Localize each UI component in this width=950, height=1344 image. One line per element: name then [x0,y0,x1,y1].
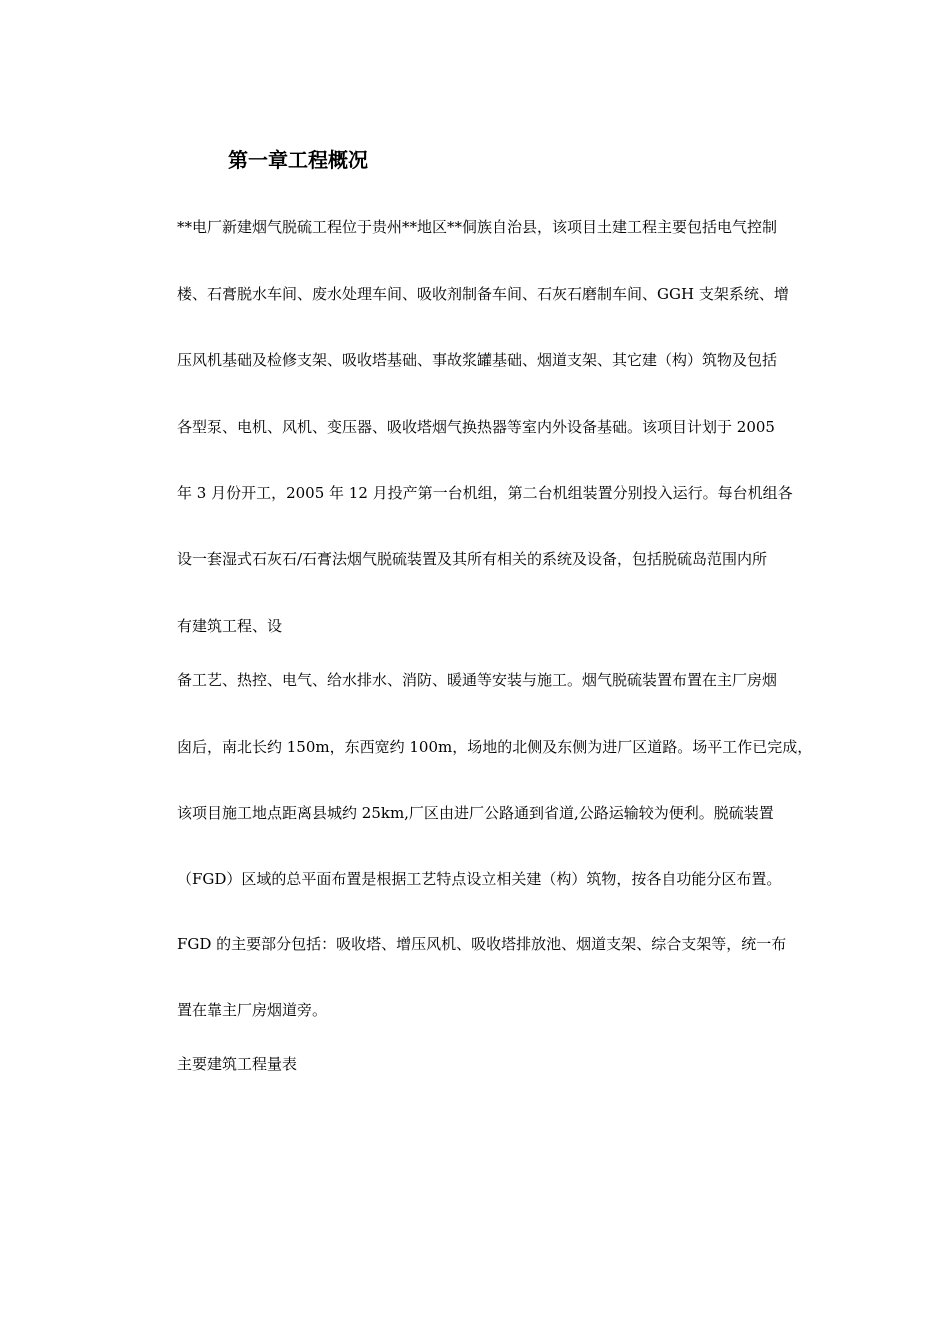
paragraph-line-13: 置在靠主厂房烟道旁。 [177,1001,328,1019]
paragraph-line-10: 该项目施工地点距离县城约 25km,厂区由进厂公路通到省道,公路运输较为便利。脱硫装置 [177,804,774,822]
paragraph-line-11: （FGD）区域的总平面布置是根据工艺特点设立相关建（构）筑物，按各自功能分区布置。 [177,870,782,888]
paragraph-line-8: 备工艺、热控、电气、给水排水、消防、暖通等安装与施工。烟气脱硫装置布置在主厂房烟 [177,671,778,689]
paragraph-line-1: **电厂新建烟气脱硫工程位于贵州**地区**侗族自治县，该项目土建工程主要包括电气控制 [177,218,778,236]
paragraph-line-6: 设一套湿式石灰石/石膏法烟气脱硫装置及其所有相关的系统及设备，包括脱硫岛范围内所 [177,550,768,568]
paragraph-line-2: 楼、石膏脱水车间、废水处理车间、吸收剂制备车间、石灰石磨制车间、GGH 支架系统、增 [177,285,789,303]
chapter-title: 第一章工程概况 [228,148,368,172]
paragraph-line-9: 囱后，南北长约 150m，东西宽约 100m，场地的北侧及东侧为进厂区道路。场平工作已完成， [177,738,813,756]
paragraph-line-3: 压风机基础及检修支架、吸收塔基础、事故浆罐基础、烟道支架、其它建（构）筑物及包括 [177,351,778,369]
paragraph-line-5: 年 3 月份开工，2005 年 12 月投产第一台机组，第二台机组装置分别投入运行。每台机组各 [177,484,793,502]
paragraph-line-4: 各型泵、电机、风机、变压器、吸收塔烟气换热器等室内外设备基础。该项目计划于 2005 [177,418,775,436]
paragraph-line-7: 有建筑工程、设 [177,617,283,635]
table-caption: 主要建筑工程量表 [177,1055,298,1073]
paragraph-line-12: FGD 的主要部分包括：吸收塔、增压风机、吸收塔排放池、烟道支架、综合支架等，统一布 [177,935,787,953]
